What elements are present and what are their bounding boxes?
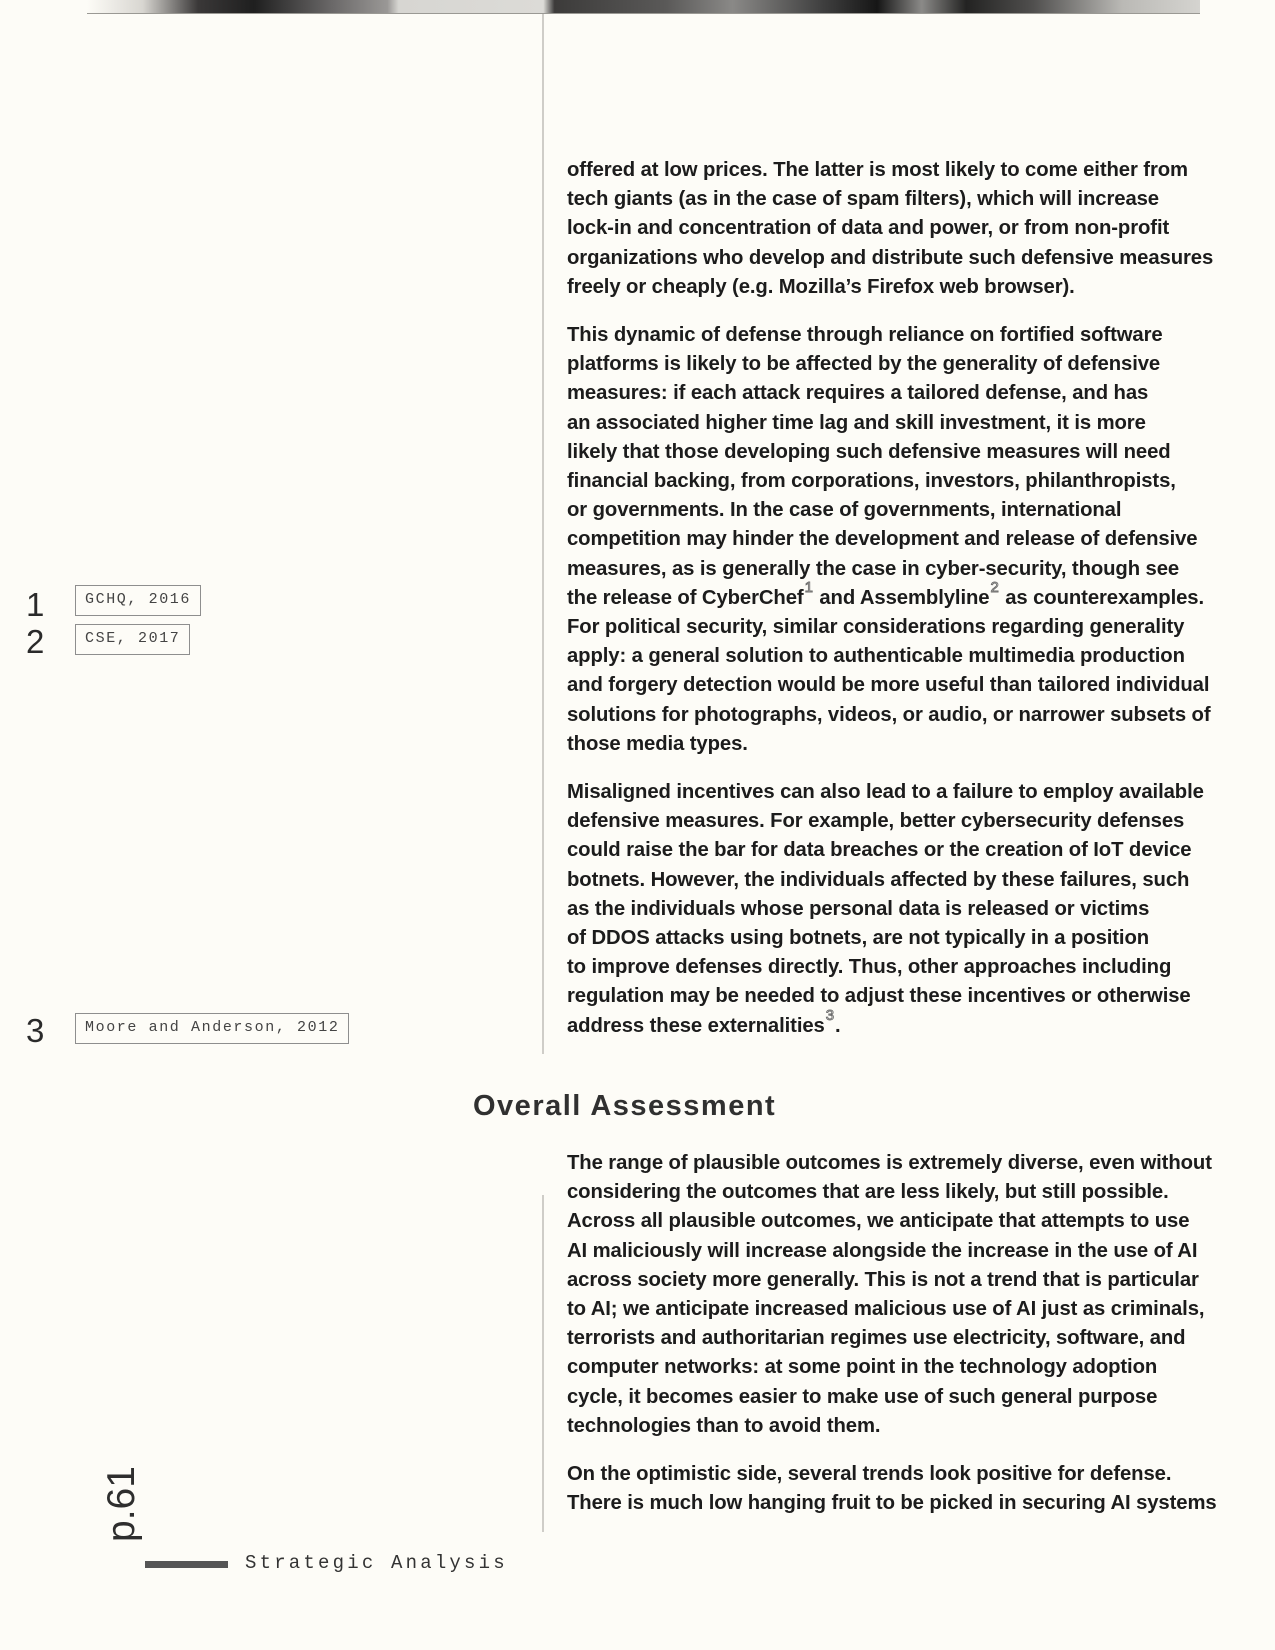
- page-number: p.61: [100, 1466, 143, 1542]
- column-divider: [542, 14, 544, 1054]
- paragraph: offered at low prices. The latter is most likely to come either from tech giants (as in the case of spam filters), which will increase lock-in and concentration of data and power, or from non-profit organizations who develop and distribute such defensive measures freely or cheaply (e.g. Mozilla’s Firefox web browser).: [567, 159, 1214, 298]
- paragraph: The range of plausible outcomes is extremely diverse, even without considering the outcomes that are less likely, but still possible. Across all plausible outcomes, we anticipate that attempts to use AI maliciously will increase alongside the increase in the use of AI across society more generally. This is not a trend that is particular to AI; we anticipate increased malicious use of AI just as criminals, terrorists and authoritarian regimes use electricity, software, and computer networks: at some point in the technology adoption cycle, it becomes easier to make use of such general purpose technologies than to avoid them.: [567, 1152, 1212, 1437]
- footer-rule: [145, 1561, 228, 1568]
- paragraph: Misaligned incentives can also lead to a failure to employ available defensive measures. For example, better cybersecurity defenses could raise the bar for data breaches or the creation of IoT device botnets. However, the individuals affected by these failures, such as the individuals whose personal data is released or victims of DDOS attacks using botnets, are not typically in a position to improve defenses directly. Thus, other approaches including regulation may be needed to adjust these incentives or otherwise address these externalities$^3$.: [567, 781, 1204, 1037]
- top-gradient-bar: [87, 0, 1200, 14]
- citation-box-1[interactable]: GCHQ, 2016: [75, 585, 201, 616]
- section-heading: Overall Assessment: [473, 1090, 777, 1122]
- paragraph: On the optimistic side, several trends look positive for defense. There is much low hanging fruit to be picked in securing AI systems: [567, 1463, 1217, 1515]
- citation-box-2[interactable]: CSE, 2017: [75, 624, 190, 655]
- footnote-ref-2[interactable]: 2: [990, 578, 999, 596]
- sidenote-number-3: 3: [26, 1012, 45, 1049]
- sidenote-number-2: 2: [26, 623, 45, 660]
- paragraph: This dynamic of defense through reliance on fortified software platforms is likely to be affected by the generality of defensive measures: if each attack requires a tailored defense, and has an associated higher time lag and skill investment, it is more likely that those developing such defensive measures will need financial backing, from corporations, investors, philanthropists, or governments. In the case of governments, international competition may hinder the development and release of defensive measures, as is generally the case in cyber-security, though see the release of CyberChef$^1$ and Assemblyline$^2$ as counterexamples. For political security, similar considerations regarding generality apply: a general solution to authenticable multimedia production and forgery detection would be more useful than tailored individual solutions for photographs, videos, or audio, or narrower subsets of those media types.: [567, 324, 1211, 755]
- body-text-top: [567, 156, 1214, 1041]
- footnote-ref-3[interactable]: 3: [825, 1006, 834, 1024]
- footnote-ref-1[interactable]: 1: [804, 578, 813, 596]
- column-divider: [542, 1195, 544, 1532]
- sidenote-number-1: 1: [26, 586, 45, 623]
- citation-box-3[interactable]: Moore and Anderson, 2012: [75, 1013, 349, 1044]
- body-text-bottom: [567, 1149, 1217, 1518]
- footer-section-label: Strategic Analysis: [245, 1552, 508, 1574]
